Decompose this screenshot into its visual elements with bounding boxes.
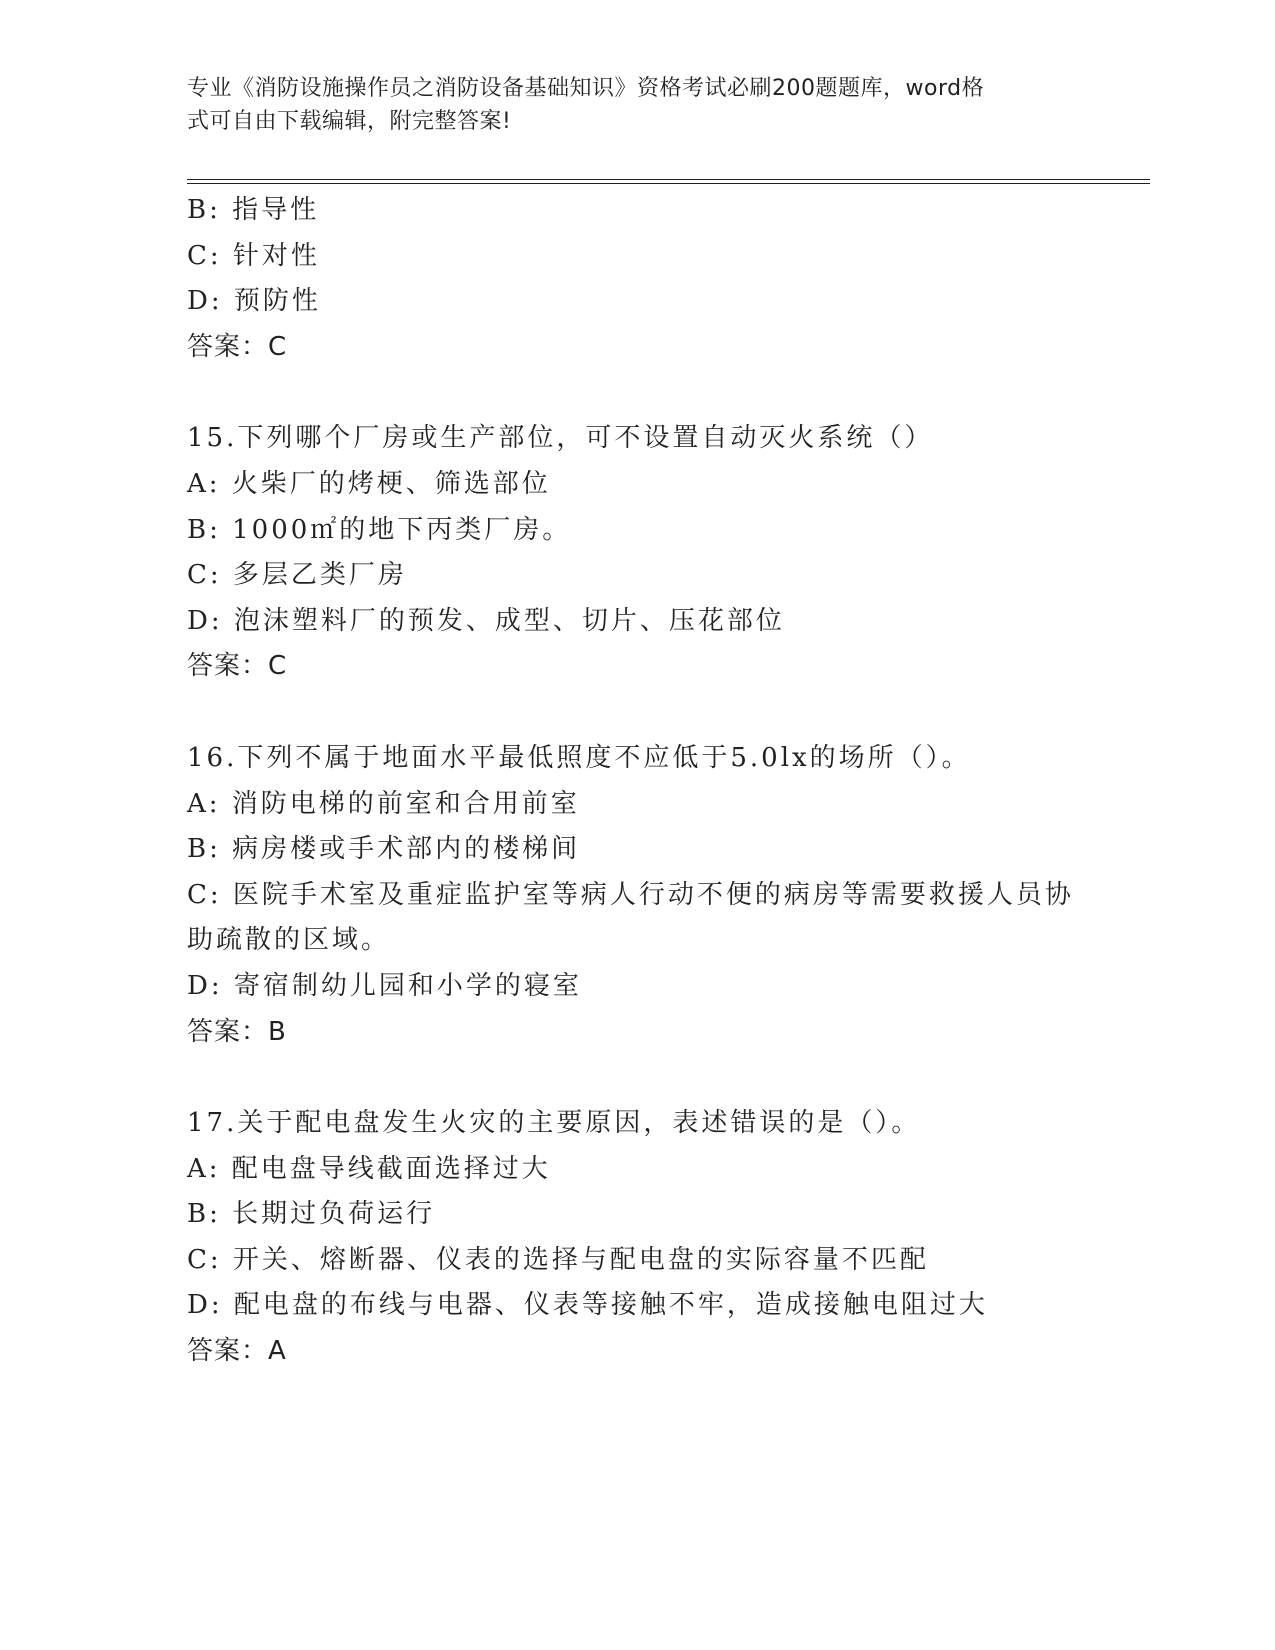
option-c: C: 针对性 xyxy=(187,240,320,271)
answer: 答案：C xyxy=(187,651,288,682)
question-stem: 15.下列哪个厂房或生产部位，可不设置自动灭火系统（） xyxy=(187,423,934,454)
option-b: B: 指导性 xyxy=(187,195,320,225)
option-b: B: 长期过负荷运行 xyxy=(187,1199,436,1230)
option-c: C: 多层乙类厂房 xyxy=(187,560,407,591)
continued-question xyxy=(187,188,1087,370)
spacer xyxy=(187,690,1087,736)
answer: 答案：B xyxy=(187,1016,287,1047)
header-line-1: 专业《消防设施操作员之消防设备基础知识》资格考试必刷200题题库，word格 xyxy=(187,76,985,101)
option-c-continued: 助疏散的区域。 xyxy=(187,925,391,956)
option-b: B: 病房楼或手术部内的楼梯间 xyxy=(187,834,581,865)
question-list xyxy=(187,188,1087,1375)
option-a: A: 消防电梯的前室和合用前室 xyxy=(187,788,580,819)
option-d: D: 配电盘的布线与电器、仪表等接触不牢，造成接触电阻过大 xyxy=(187,1290,988,1321)
header-divider-top xyxy=(187,179,1150,180)
answer: 答案：C xyxy=(187,331,288,362)
option-d: D: 寄宿制幼儿园和小学的寝室 xyxy=(187,970,582,1001)
question-stem: 17.关于配电盘发生火灾的主要原因，表述错误的是（）。 xyxy=(187,1108,921,1139)
option-a: A: 火柴厂的烤梗、筛选部位 xyxy=(187,468,551,499)
question-17 xyxy=(187,1101,1087,1375)
header-line-2: 式可自由下载编辑，附完整答案! xyxy=(187,109,512,134)
option-d: D: 泡沫塑料厂的预发、成型、切片、压花部位 xyxy=(187,605,785,636)
question-stem: 16.下列不属于地面水平最低照度不应低于5.0lx的场所（）。 xyxy=(187,742,971,773)
spacer xyxy=(187,1055,1087,1101)
header-divider-bottom xyxy=(187,183,1150,184)
option-c: C: 开关、熔断器、仪表的选择与配电盘的实际容量不匹配 xyxy=(187,1244,929,1275)
question-15 xyxy=(187,416,1087,690)
option-c: C: 医院手术室及重症监护室等病人行动不便的病房等需要救援人员协 xyxy=(187,879,1074,910)
option-b: B: 1000㎡的地下丙类厂房。 xyxy=(187,514,572,545)
document-header xyxy=(187,72,1067,138)
spacer xyxy=(187,370,1087,416)
question-16 xyxy=(187,736,1087,1055)
option-a: A: 配电盘导线截面选择过大 xyxy=(187,1153,551,1184)
option-d: D: 预防性 xyxy=(187,286,321,317)
answer: 答案：A xyxy=(187,1336,287,1367)
